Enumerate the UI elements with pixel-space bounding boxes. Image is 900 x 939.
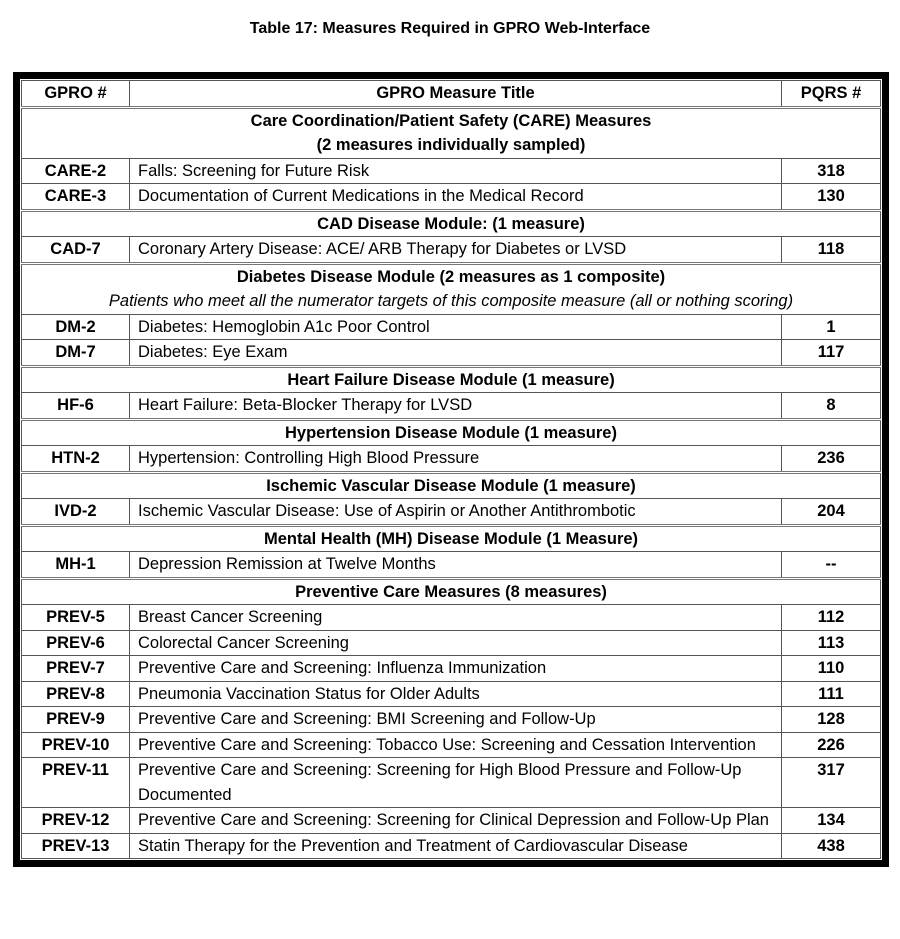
- section-header-row: [22, 366, 881, 393]
- table-row: [22, 393, 881, 420]
- measure-title-cell: Preventive Care and Screening: Screening for High Blood Pressure and Follow-Up Documented: [130, 758, 782, 808]
- pqrs-number-cell: 117: [782, 340, 881, 367]
- pqrs-number-cell: 130: [782, 184, 881, 211]
- table-row: [22, 605, 881, 631]
- measure-title-cell: Diabetes: Eye Exam: [130, 340, 782, 367]
- section-note: Patients who meet all the numerator targets of this composite measure (all or nothing scoring): [108, 292, 794, 310]
- gpro-id-cell: PREV-12: [22, 808, 130, 834]
- table-row: [22, 446, 881, 473]
- table-row: [22, 707, 881, 733]
- table-row: [22, 499, 881, 526]
- pqrs-number-cell: 236: [782, 446, 881, 473]
- section-heading: Care Coordination/Patient Safety (CARE) Measures: [250, 111, 652, 130]
- section-heading: CAD Disease Module: (1 measure): [317, 214, 585, 233]
- pqrs-number-cell: 113: [782, 630, 881, 656]
- measure-title-cell: Coronary Artery Disease: ACE/ ARB Therapy for Diabetes or LVSD: [130, 237, 782, 264]
- table-row: [22, 158, 881, 184]
- section-heading: Hypertension Disease Module (1 measure): [285, 423, 617, 442]
- gpro-id-cell: PREV-10: [22, 732, 130, 758]
- measure-title-cell: Falls: Screening for Future Risk: [130, 158, 782, 184]
- section-heading-cell: [22, 578, 881, 605]
- measure-title-cell: Depression Remission at Twelve Months: [130, 552, 782, 579]
- pqrs-number-cell: 110: [782, 656, 881, 682]
- measures-table: [21, 80, 881, 859]
- measure-title-cell: Preventive Care and Screening: Screening for Clinical Depression and Follow-Up Plan: [130, 808, 782, 834]
- section-heading: Diabetes Disease Module (2 measures as 1 composite): [236, 267, 666, 286]
- gpro-id-cell: PREV-8: [22, 681, 130, 707]
- section-subheading: (2 measures individually sampled): [316, 136, 586, 154]
- table-row: [22, 833, 881, 859]
- measure-title-cell: Statin Therapy for the Prevention and Treatment of Cardiovascular Disease: [130, 833, 782, 859]
- section-header-row: [22, 210, 881, 237]
- pqrs-number-cell: 111: [782, 681, 881, 707]
- gpro-id-cell: PREV-5: [22, 605, 130, 631]
- pqrs-number-cell: 317: [782, 758, 881, 808]
- pqrs-number-cell: 112: [782, 605, 881, 631]
- measure-title-cell: Breast Cancer Screening: [130, 605, 782, 631]
- column-header-pqrs: PQRS #: [782, 81, 881, 108]
- pqrs-number-cell: 204: [782, 499, 881, 526]
- column-header-title: GPRO Measure Title: [130, 81, 782, 108]
- measure-title-cell: Colorectal Cancer Screening: [130, 630, 782, 656]
- section-header-row: [22, 472, 881, 499]
- measure-title-cell: Hypertension: Controlling High Blood Pressure: [130, 446, 782, 473]
- measure-title-cell: Preventive Care and Screening: BMI Screening and Follow-Up: [130, 707, 782, 733]
- gpro-id-cell: CAD-7: [22, 237, 130, 264]
- section-heading-cell: [22, 525, 881, 552]
- section-heading: Preventive Care Measures (8 measures): [295, 582, 607, 601]
- pqrs-number-cell: --: [782, 552, 881, 579]
- section-heading-cell: [22, 210, 881, 237]
- pqrs-number-cell: 134: [782, 808, 881, 834]
- section-heading-cell: [22, 263, 881, 314]
- gpro-id-cell: IVD-2: [22, 499, 130, 526]
- measure-title-cell: Diabetes: Hemoglobin A1c Poor Control: [130, 314, 782, 340]
- measure-title-cell: Heart Failure: Beta-Blocker Therapy for LVSD: [130, 393, 782, 420]
- pqrs-number-cell: 438: [782, 833, 881, 859]
- table-row: [22, 314, 881, 340]
- table-row: [22, 552, 881, 579]
- gpro-id-cell: HF-6: [22, 393, 130, 420]
- pqrs-number-cell: 318: [782, 158, 881, 184]
- gpro-id-cell: PREV-11: [22, 758, 130, 808]
- table-row: [22, 758, 881, 808]
- header-row: [22, 81, 881, 108]
- column-header-gpro: GPRO #: [22, 81, 130, 108]
- table-body: [22, 107, 881, 859]
- measure-title-cell: Pneumonia Vaccination Status for Older Adults: [130, 681, 782, 707]
- table-row: [22, 340, 881, 367]
- gpro-id-cell: HTN-2: [22, 446, 130, 473]
- section-heading-cell: [22, 107, 881, 158]
- measure-title-cell: Ischemic Vascular Disease: Use of Aspirin or Another Antithrombotic: [130, 499, 782, 526]
- gpro-id-cell: DM-7: [22, 340, 130, 367]
- section-header-row: [22, 578, 881, 605]
- measure-title-cell: Documentation of Current Medications in the Medical Record: [130, 184, 782, 211]
- gpro-id-cell: CARE-3: [22, 184, 130, 211]
- section-header-row: [22, 107, 881, 158]
- gpro-id-cell: MH-1: [22, 552, 130, 579]
- gpro-id-cell: DM-2: [22, 314, 130, 340]
- pqrs-number-cell: 1: [782, 314, 881, 340]
- table-row: [22, 732, 881, 758]
- section-header-row: [22, 525, 881, 552]
- table-row: [22, 656, 881, 682]
- section-heading-cell: [22, 472, 881, 499]
- gpro-id-cell: CARE-2: [22, 158, 130, 184]
- section-heading: Heart Failure Disease Module (1 measure): [287, 370, 615, 389]
- table-row: [22, 681, 881, 707]
- table-title: Table 17: Measures Required in GPRO Web-Interface: [249, 20, 651, 37]
- gpro-id-cell: PREV-6: [22, 630, 130, 656]
- table-row: [22, 184, 881, 211]
- pqrs-number-cell: 8: [782, 393, 881, 420]
- table-row: [22, 237, 881, 264]
- table-frame: [13, 72, 889, 867]
- measure-title-cell: Preventive Care and Screening: Influenza Immunization: [130, 656, 782, 682]
- section-heading: Mental Health (MH) Disease Module (1 Measure): [263, 529, 639, 548]
- measure-title-cell: Preventive Care and Screening: Tobacco Use: Screening and Cessation Intervention: [130, 732, 782, 758]
- section-heading: Ischemic Vascular Disease Module (1 measure): [266, 476, 636, 495]
- pqrs-number-cell: 118: [782, 237, 881, 264]
- section-heading-cell: [22, 419, 881, 446]
- pqrs-number-cell: 128: [782, 707, 881, 733]
- table-row: [22, 808, 881, 834]
- gpro-id-cell: PREV-7: [22, 656, 130, 682]
- pqrs-number-cell: 226: [782, 732, 881, 758]
- section-heading-cell: [22, 366, 881, 393]
- section-header-row: [22, 263, 881, 314]
- gpro-id-cell: PREV-13: [22, 833, 130, 859]
- section-header-row: [22, 419, 881, 446]
- table-row: [22, 630, 881, 656]
- gpro-id-cell: PREV-9: [22, 707, 130, 733]
